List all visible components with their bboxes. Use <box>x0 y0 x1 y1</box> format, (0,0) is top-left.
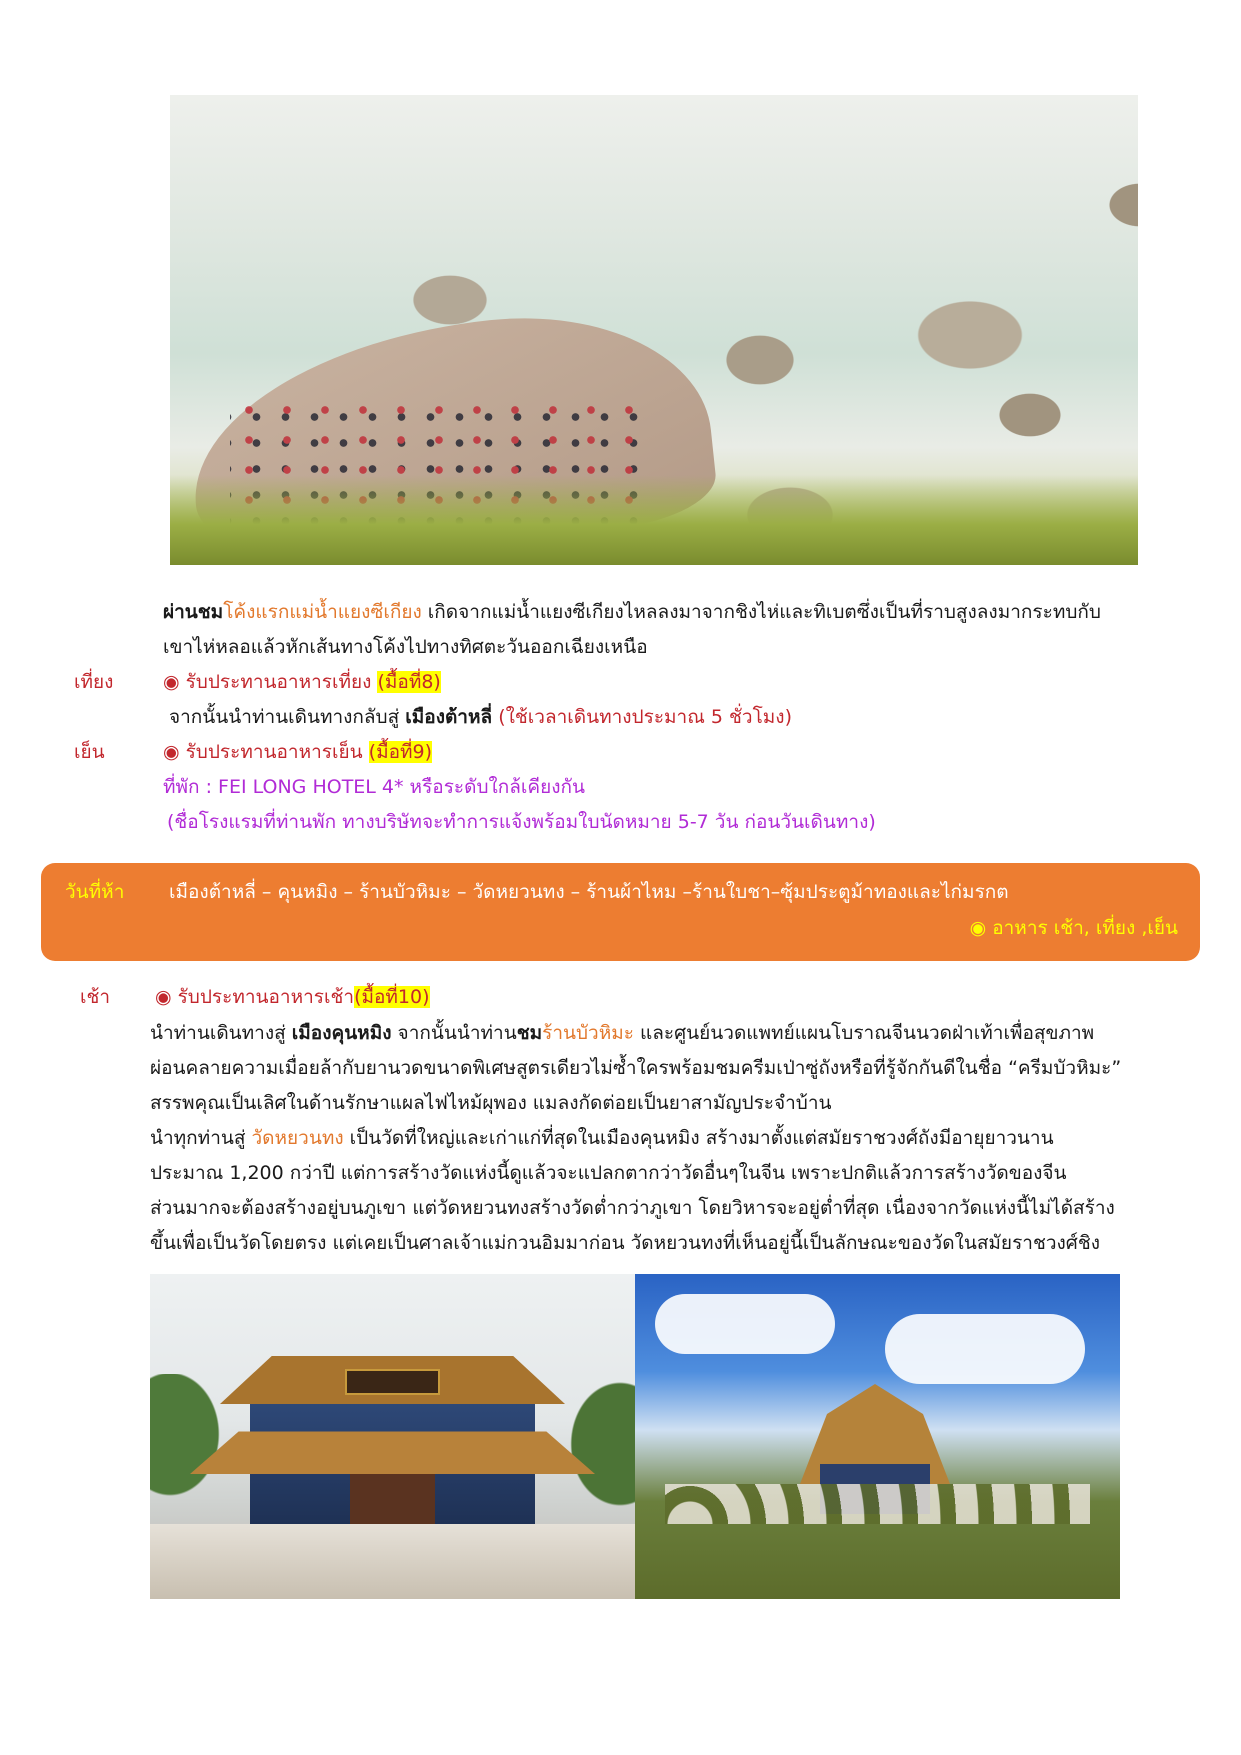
kunming-text-a: นำท่านเดินทางสู่ <box>150 1022 292 1044</box>
temple-gate-photo <box>150 1274 635 1599</box>
gorge-highlight: โค้งแรกแม่น้ำแยงซีเกียง <box>223 601 422 623</box>
temple-pond-photo <box>635 1274 1120 1599</box>
breakfast-meal-number: (มื้อที่10) <box>354 986 430 1008</box>
cloud <box>655 1294 835 1354</box>
dinner-meal-number: (มื้อที่9) <box>368 741 433 763</box>
gorge-lead: ผ่านชม <box>163 601 224 623</box>
travel-note: (ใช้เวลาเดินทางประมาณ 5 ชั่วโมง) <box>492 706 792 728</box>
gorge-text-1: เกิดจากแม่น้ำแยงซีเกียงไหลลงมาจากชิงไห่และทิเบตซึ่งเป็นที่ราบสูงลงมากระทบกับ <box>421 601 1101 623</box>
meal-plate-icon: ◉ <box>163 671 180 693</box>
day-header <box>41 863 1200 961</box>
kunming-line-2: ผ่อนคลายความเมื่อยล้ากับยานวดขนาดพิเศษสูตรเดียวไม่ซ้ำใครพร้อมชมครีมเป่าซู่ถังหรือที่รู้จักกันดีในชื่อ “ครีมบัวหิมะ” <box>150 1057 1122 1079</box>
hotel-line: ที่พัก : FEI LONG HOTEL 4* หรือระดับใกล้เคียงกัน <box>163 776 586 798</box>
temple-sign <box>345 1369 440 1395</box>
kunming-line-1 <box>150 1018 1094 1048</box>
cloud <box>885 1314 1085 1384</box>
travel-text: จากนั้นนำท่านเดินทางกลับสู่ <box>169 706 406 728</box>
stone-bridge <box>150 1524 635 1599</box>
kunming-see: ชม <box>516 1022 543 1044</box>
day-meals-text: อาหาร เช้า, เที่ยง ,เย็น <box>992 917 1178 939</box>
lunch-line <box>163 667 441 697</box>
gorge-line-1 <box>163 597 1101 627</box>
meal-plate-icon: ◉ <box>155 986 172 1008</box>
kunming-city: เมืองคุนหมิง <box>291 1022 392 1044</box>
travel-line <box>169 702 792 732</box>
meal-plate-icon: ◉ <box>163 741 180 763</box>
breakfast-label: เช้า <box>80 986 111 1008</box>
kunming-text-c: และศูนย์นวดแพทย์แผนโบราณจีนนวดฝ่าเท้าเพื่อสุขภาพ <box>633 1022 1095 1044</box>
meal-plate-icon: ◉ <box>969 917 993 939</box>
dinner-label: เย็น <box>74 741 105 763</box>
day-route: เมืองต้าหลี่ – คุนหมิง – ร้านบัวหิมะ – วัดหยวนทง – ร้านผ้าไหม –ร้านใบชา–ซุ้มประตูม้าทองและไก่มรกต <box>169 881 1009 903</box>
gorge-line-2: เขาไห่หลอแล้วหักเส้นทางโค้งไปทางทิศตะวันออกเฉียงเหนือ <box>163 636 648 658</box>
day-label: วันที่ห้า <box>65 881 125 903</box>
day-meals <box>970 913 1178 943</box>
temple-line-3: ส่วนมากจะต้องสร้างอยู่บนภูเขา แต่วัดหยวนทงสร้างวัดต่ำกว่าภูเขา โดยวิหารจะอยู่ต่ำที่สุด เนื่องจากวัดแห่งนี้ไม่ได้สร้าง <box>150 1197 1115 1219</box>
breakfast-line <box>155 982 430 1012</box>
temple-line-1 <box>150 1123 1054 1153</box>
dinner-line <box>163 737 432 767</box>
arched-bridge <box>665 1484 1090 1524</box>
lunch-meal-number: (มื้อที่8) <box>377 671 441 693</box>
temple-text-b: เป็นวัดที่ใหญ่และเก่าแก่ที่สุดในเมืองคุนหมิง สร้างมาตั้งแต่สมัยราชวงศ์ถังมีอายุยาวนาน <box>343 1127 1054 1149</box>
temple-line-4: ขึ้นเพื่อเป็นวัดโดยตรง แต่เคยเป็นศาลเจ้าแม่กวนอิมมาก่อน วัดหยวนทงที่เห็นอยู่นี้เป็นลักษณะของวัดในสมัยราชวงศ์ชิง <box>150 1232 1101 1254</box>
trees <box>170 475 1138 565</box>
kunming-text-b: จากนั้นนำท่าน <box>391 1022 517 1044</box>
temple-line-2: ประมาณ 1,200 กว่าปี แต่การสร้างวัดแห่งนี้ดูแล้วจะแปลกตากว่าวัดอื่นๆในจีน เพราะปกติแล้วการสร้างวัดของจีน <box>150 1162 1067 1184</box>
travel-city: เมืองต้าหลี่ <box>405 706 493 728</box>
river-viewpoint-photo <box>170 95 1138 565</box>
temple-lower-roof <box>190 1424 595 1474</box>
temple-text-a: นำทุกท่านสู่ <box>150 1127 252 1149</box>
lunch-label: เที่ยง <box>74 671 114 693</box>
temple-name: วัดหยวนทง <box>251 1127 344 1149</box>
breakfast-text: รับประทานอาหารเช้า <box>177 986 355 1008</box>
dinner-text: รับประทานอาหารเย็น <box>185 741 363 763</box>
kunming-line-3: สรรพคุณเป็นเลิศในด้านรักษาแผลไฟไหม้ผุพอง แมลงกัดต่อยเป็นยาสามัญประจำบ้าน <box>150 1092 832 1114</box>
hotel-note: (ชื่อโรงแรมที่ท่านพัก ทางบริษัทจะทำการแจ้งพร้อมใบนัดหมาย 5-7 วัน ก่อนวันเดินทาง) <box>167 811 876 833</box>
kunming-shop: ร้านบัวหิมะ <box>542 1022 634 1044</box>
lunch-text: รับประทานอาหารเที่ยง <box>185 671 372 693</box>
